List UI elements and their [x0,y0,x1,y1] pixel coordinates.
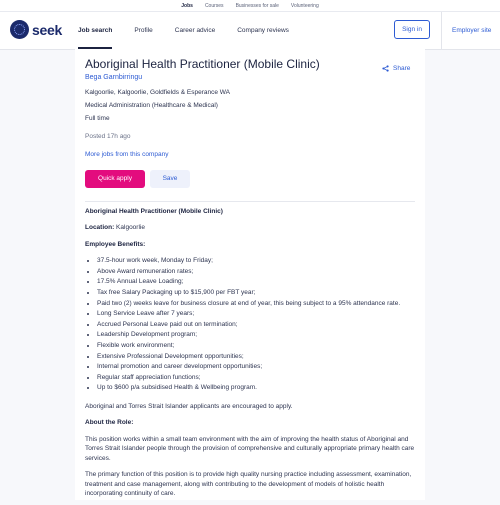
top-link-volunteering[interactable]: Volunteering [290,2,319,9]
main-nav [78,12,311,49]
list-item: • Extensive Professional Development opportunities; [97,352,421,363]
encouragement-text: Aboriginal and Torres Strait Islander applicants are encouraged to apply. [85,402,293,410]
list-item: • Accrued Personal Leave paid out on termination; [97,320,421,331]
list-item: • 17.5% Annual Leave Loading; [97,277,421,288]
job-classification: Medical Administration (Healthcare & Medical) [85,102,218,109]
job-location: Kalgoorlie, Kalgoorlie, Goldfields & Esperance WA [85,89,230,96]
nav-company-reviews[interactable]: Company reviews [237,27,289,34]
more-jobs-link[interactable]: More jobs from this company [85,151,169,158]
list-item: • Internal promotion and career development opportunities; [97,362,421,373]
quick-apply-button[interactable]: Quick apply [85,170,145,188]
description-heading: Aboriginal Health Practitioner (Mobile Clinic) [85,208,223,215]
share-label: Share [393,65,411,72]
about-heading: About the Role: [85,419,134,427]
job-description [85,207,421,505]
save-button[interactable]: Save [150,170,190,188]
list-item: • Long Service Leave after 7 years; [97,309,421,320]
company-name[interactable]: Bega Garnbirringu [85,74,143,81]
list-item: • Above Award remuneration rates; [97,267,421,278]
list-item: • Regular staff appreciation functions; [97,373,421,384]
nav-career-advice[interactable]: Career advice [174,27,216,34]
job-title: Aboriginal Health Practitioner (Mobile Clinic) [85,57,320,71]
list-item: • Leadership Development program; [97,330,421,341]
top-link-jobs[interactable]: Jobs [181,2,193,9]
share-icon [382,65,389,72]
top-link-businesses[interactable]: Businesses for sale [235,2,279,9]
top-utility-bar [0,0,500,12]
sign-in-button[interactable]: Sign in [394,20,430,39]
top-link-courses[interactable]: Courses [204,2,224,9]
header-divider [441,12,442,49]
posted-time: Posted 17h ago [85,133,131,140]
benefits-list [85,256,421,394]
list-item: • 37.5-hour work week, Monday to Friday; [97,256,421,267]
job-work-type: Full time [85,115,110,122]
employer-site-link[interactable]: Employer site [452,27,492,34]
description-location: Location: Kalgoorlie [85,224,145,232]
share-button[interactable] [382,65,410,72]
list-item: • Up to $600 p/a subsidised Health & Wellbeing program. [97,383,421,394]
nav-profile[interactable]: Profile [134,27,153,34]
nav-job-search[interactable]: Job search [78,12,112,49]
benefits-heading: Employee Benefits: [85,240,146,248]
list-item: • Flexible work environment; [97,341,421,352]
job-detail-panel [75,49,425,500]
list-item: • Tax free Salary Packaging up to $15,900 per FBT year; [97,288,421,299]
list-item: • Paid two (2) weeks leave for business closure at end of year, this being subject to a 95% attendance rate. [97,299,421,310]
about-paragraph-1: This position works within a small team environment with the aim of improving the health status of Aboriginal and Torres Strait Islander people through the provision of comprehensive and culturally appropriate primary health care services. [85,435,415,462]
seek-logo-icon [10,20,29,39]
main-header [0,12,500,50]
seek-logo[interactable] [10,20,62,39]
section-divider [85,201,415,202]
about-paragraph-2: The primary function of this position is to provide high quality nursing practice including assessment, examination, treatment and case management, along with contributing to the development of models of holistic health incorporating continuity of care. [85,471,412,497]
seek-logo-text: seek [32,21,62,38]
